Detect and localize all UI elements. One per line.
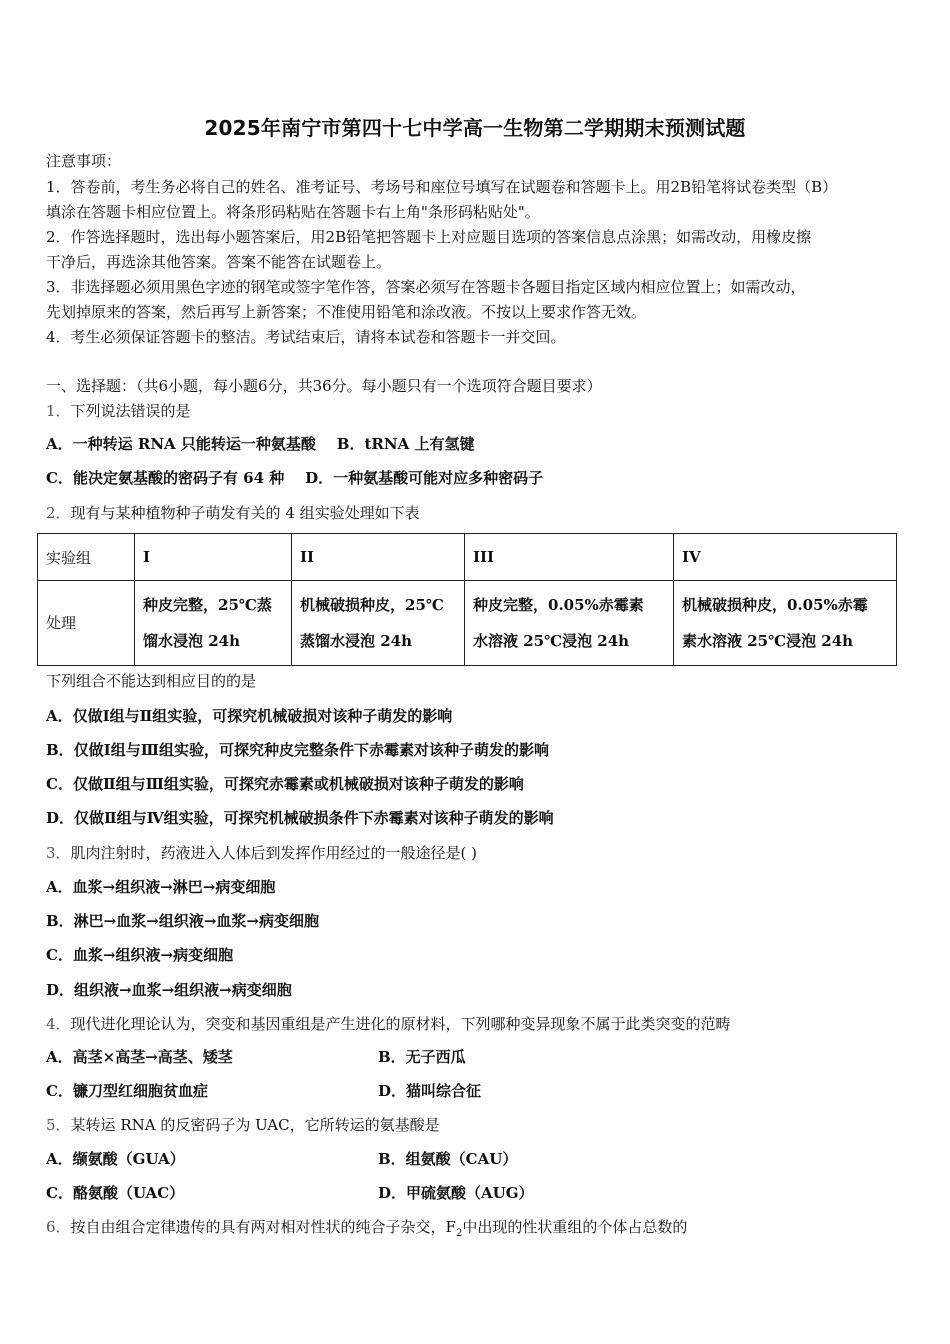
- section-heading: 一、选择题：（共6小题，每小题6分，共36分。每小题只有一个选项符合题目要求）: [46, 377, 602, 395]
- table-cell: [292, 581, 465, 666]
- table-row-label: 处理: [38, 581, 135, 666]
- question-number: 6．: [46, 1218, 71, 1236]
- question-stem-cont: 中出现的性状重组的个体占总数的: [462, 1218, 688, 1236]
- subscript: 2: [455, 1228, 463, 1239]
- question-1: [46, 401, 191, 421]
- question-stem: 下列说法错误的是: [70, 402, 191, 420]
- cell-line: 种皮完整，0.05%赤霉素: [473, 596, 644, 614]
- q1-option-d: D．一种氨基酸可能对应多种密码子: [305, 469, 544, 487]
- table-header-cell: 实验组: [38, 534, 135, 581]
- table-cell: [674, 581, 897, 666]
- question-6: [46, 1217, 687, 1244]
- q4-option-d: D．猫叫综合征: [378, 1082, 482, 1100]
- cell-line: 蒸馏水浸泡 24h: [300, 632, 413, 650]
- notice-line: 1．答卷前，考生务必将自己的姓名、准考证号、考场号和座位号填写在试题卷和答题卡上。用2B铅笔将试卷类型（B）: [46, 178, 838, 196]
- q5-option-d: D．甲硫氨酸（AUG）: [378, 1184, 534, 1202]
- q1-option-b: B．tRNA 上有氢键: [336, 435, 475, 453]
- q1-option-a: A．一种转运 RNA 只能转运一种氨基酸: [46, 435, 316, 453]
- question-number: 5．: [46, 1116, 71, 1134]
- question-number: 1．: [46, 402, 71, 420]
- q3-option-c: C．血浆→组织液→病变细胞: [46, 946, 234, 964]
- q2-option-a: A．仅做Ⅰ组与Ⅱ组实验，可探究机械破损对该种子萌发的影响: [46, 707, 453, 725]
- question-number: 2．: [46, 504, 71, 522]
- q5-option-a: A．缬氨酸（GUA）: [46, 1150, 185, 1168]
- notice-line: 先划掉原来的答案，然后再写上新答案；不准使用铅笔和涂改液。不按以上要求作答无效。: [46, 303, 647, 321]
- page-title: 2025年南宁市第四十七中学高一生物第二学期期末预测试题: [204, 116, 746, 140]
- question-5: [46, 1115, 440, 1135]
- q3-option-a: A．血浆→组织液→淋巴→病变细胞: [46, 878, 276, 896]
- table-header-row: [38, 534, 897, 581]
- cell-line: 水溶液 25℃浸泡 24h: [473, 632, 630, 650]
- q1-options-row-2: [46, 468, 543, 488]
- question-4: [46, 1014, 731, 1034]
- cell-line: 素水溶液 25℃浸泡 24h: [682, 632, 854, 650]
- notice-line: 3．非选择题必须用黑色字迹的钢笔或签字笔作答，答案必须写在答题卡各题目指定区域内相应位置上；如需改动，: [46, 278, 806, 296]
- q4-options-row-1: [46, 1047, 233, 1067]
- table-header-cell: IV: [674, 534, 897, 581]
- question-number: 3．: [46, 844, 71, 862]
- table-cell: [465, 581, 674, 666]
- q1-options-row-1: [46, 434, 474, 454]
- question-stem: 某转运 RNA 的反密码子为 UAC，它所转运的氨基酸是: [70, 1116, 440, 1134]
- table-header-cell: III: [465, 534, 674, 581]
- q5-option-c: C．酪氨酸（UAC）: [46, 1184, 185, 1202]
- cell-line: 机械破损种皮，25℃: [300, 596, 444, 614]
- table-header-cell: I: [135, 534, 292, 581]
- question-stem: 肌肉注射时，药液进入人体后到发挥作用经过的一般途径是( ): [70, 844, 478, 862]
- q2-option-c: C．仅做Ⅱ组与Ⅲ组实验，可探究赤霉素或机械破损对该种子萌发的影响: [46, 775, 524, 793]
- notice-line: 2．作答选择题时，选出每小题答案后，用2B铅笔把答题卡上对应题目选项的答案信息点涂黑；如需改动，用橡皮擦: [46, 228, 812, 246]
- question-2: [46, 503, 420, 523]
- question-number: 4．: [46, 1015, 71, 1033]
- q1-option-c: C．能决定氨基酸的密码子有 64 种: [46, 469, 285, 487]
- question-stem: 现有与某种植物种子萌发有关的 4 组实验处理如下表: [70, 504, 420, 522]
- q2-option-d: D．仅做Ⅱ组与Ⅳ组实验，可探究机械破损条件下赤霉素对该种子萌发的影响: [46, 809, 554, 827]
- q3-option-d: D．组织液→血浆→组织液→病变细胞: [46, 981, 292, 999]
- notice-line: 填涂在答题卡相应位置上。将条形码粘贴在答题卡右上角"条形码粘贴处"。: [46, 203, 540, 221]
- q4-option-c: C．镰刀型红细胞贫血症: [46, 1082, 208, 1100]
- q4-option-a: A．高茎×高茎→高茎、矮茎: [46, 1048, 233, 1066]
- table-header-cell: II: [292, 534, 465, 581]
- q2-option-b: B．仅做Ⅰ组与Ⅲ组实验，可探究种皮完整条件下赤霉素对该种子萌发的影响: [46, 741, 549, 759]
- notice-line: 4．考生必须保证答题卡的整洁。考试结束后，请将本试卷和答题卡一并交回。: [46, 328, 566, 346]
- table-cell: [135, 581, 292, 666]
- notice-line: 干净后，再选涂其他答案。答案不能答在试题卷上。: [46, 253, 392, 271]
- table-row: [38, 581, 897, 666]
- cell-line: 机械破损种皮，0.05%赤霉: [682, 596, 868, 614]
- cell-line: 种皮完整，25℃蒸: [143, 596, 272, 614]
- q2-prompt: 下列组合不能达到相应目的的是: [46, 672, 257, 690]
- experiment-table: [37, 533, 897, 666]
- q4-option-b: B．无子西瓜: [378, 1048, 466, 1066]
- q5-option-b: B．组氨酸（CAU）: [378, 1150, 518, 1168]
- cell-line: 馏水浸泡 24h: [143, 632, 241, 650]
- q3-option-b: B．淋巴→血浆→组织液→血浆→病变细胞: [46, 912, 319, 930]
- question-3: [46, 843, 477, 863]
- question-stem: 按自由组合定律遗传的具有两对相对性状的纯合子杂交，F: [70, 1218, 456, 1236]
- question-stem: 现代进化理论认为，突变和基因重组是产生进化的原材料，下列哪种变异现象不属于此类突变的范畴: [70, 1015, 731, 1033]
- notice-heading: 注意事项：: [46, 152, 122, 170]
